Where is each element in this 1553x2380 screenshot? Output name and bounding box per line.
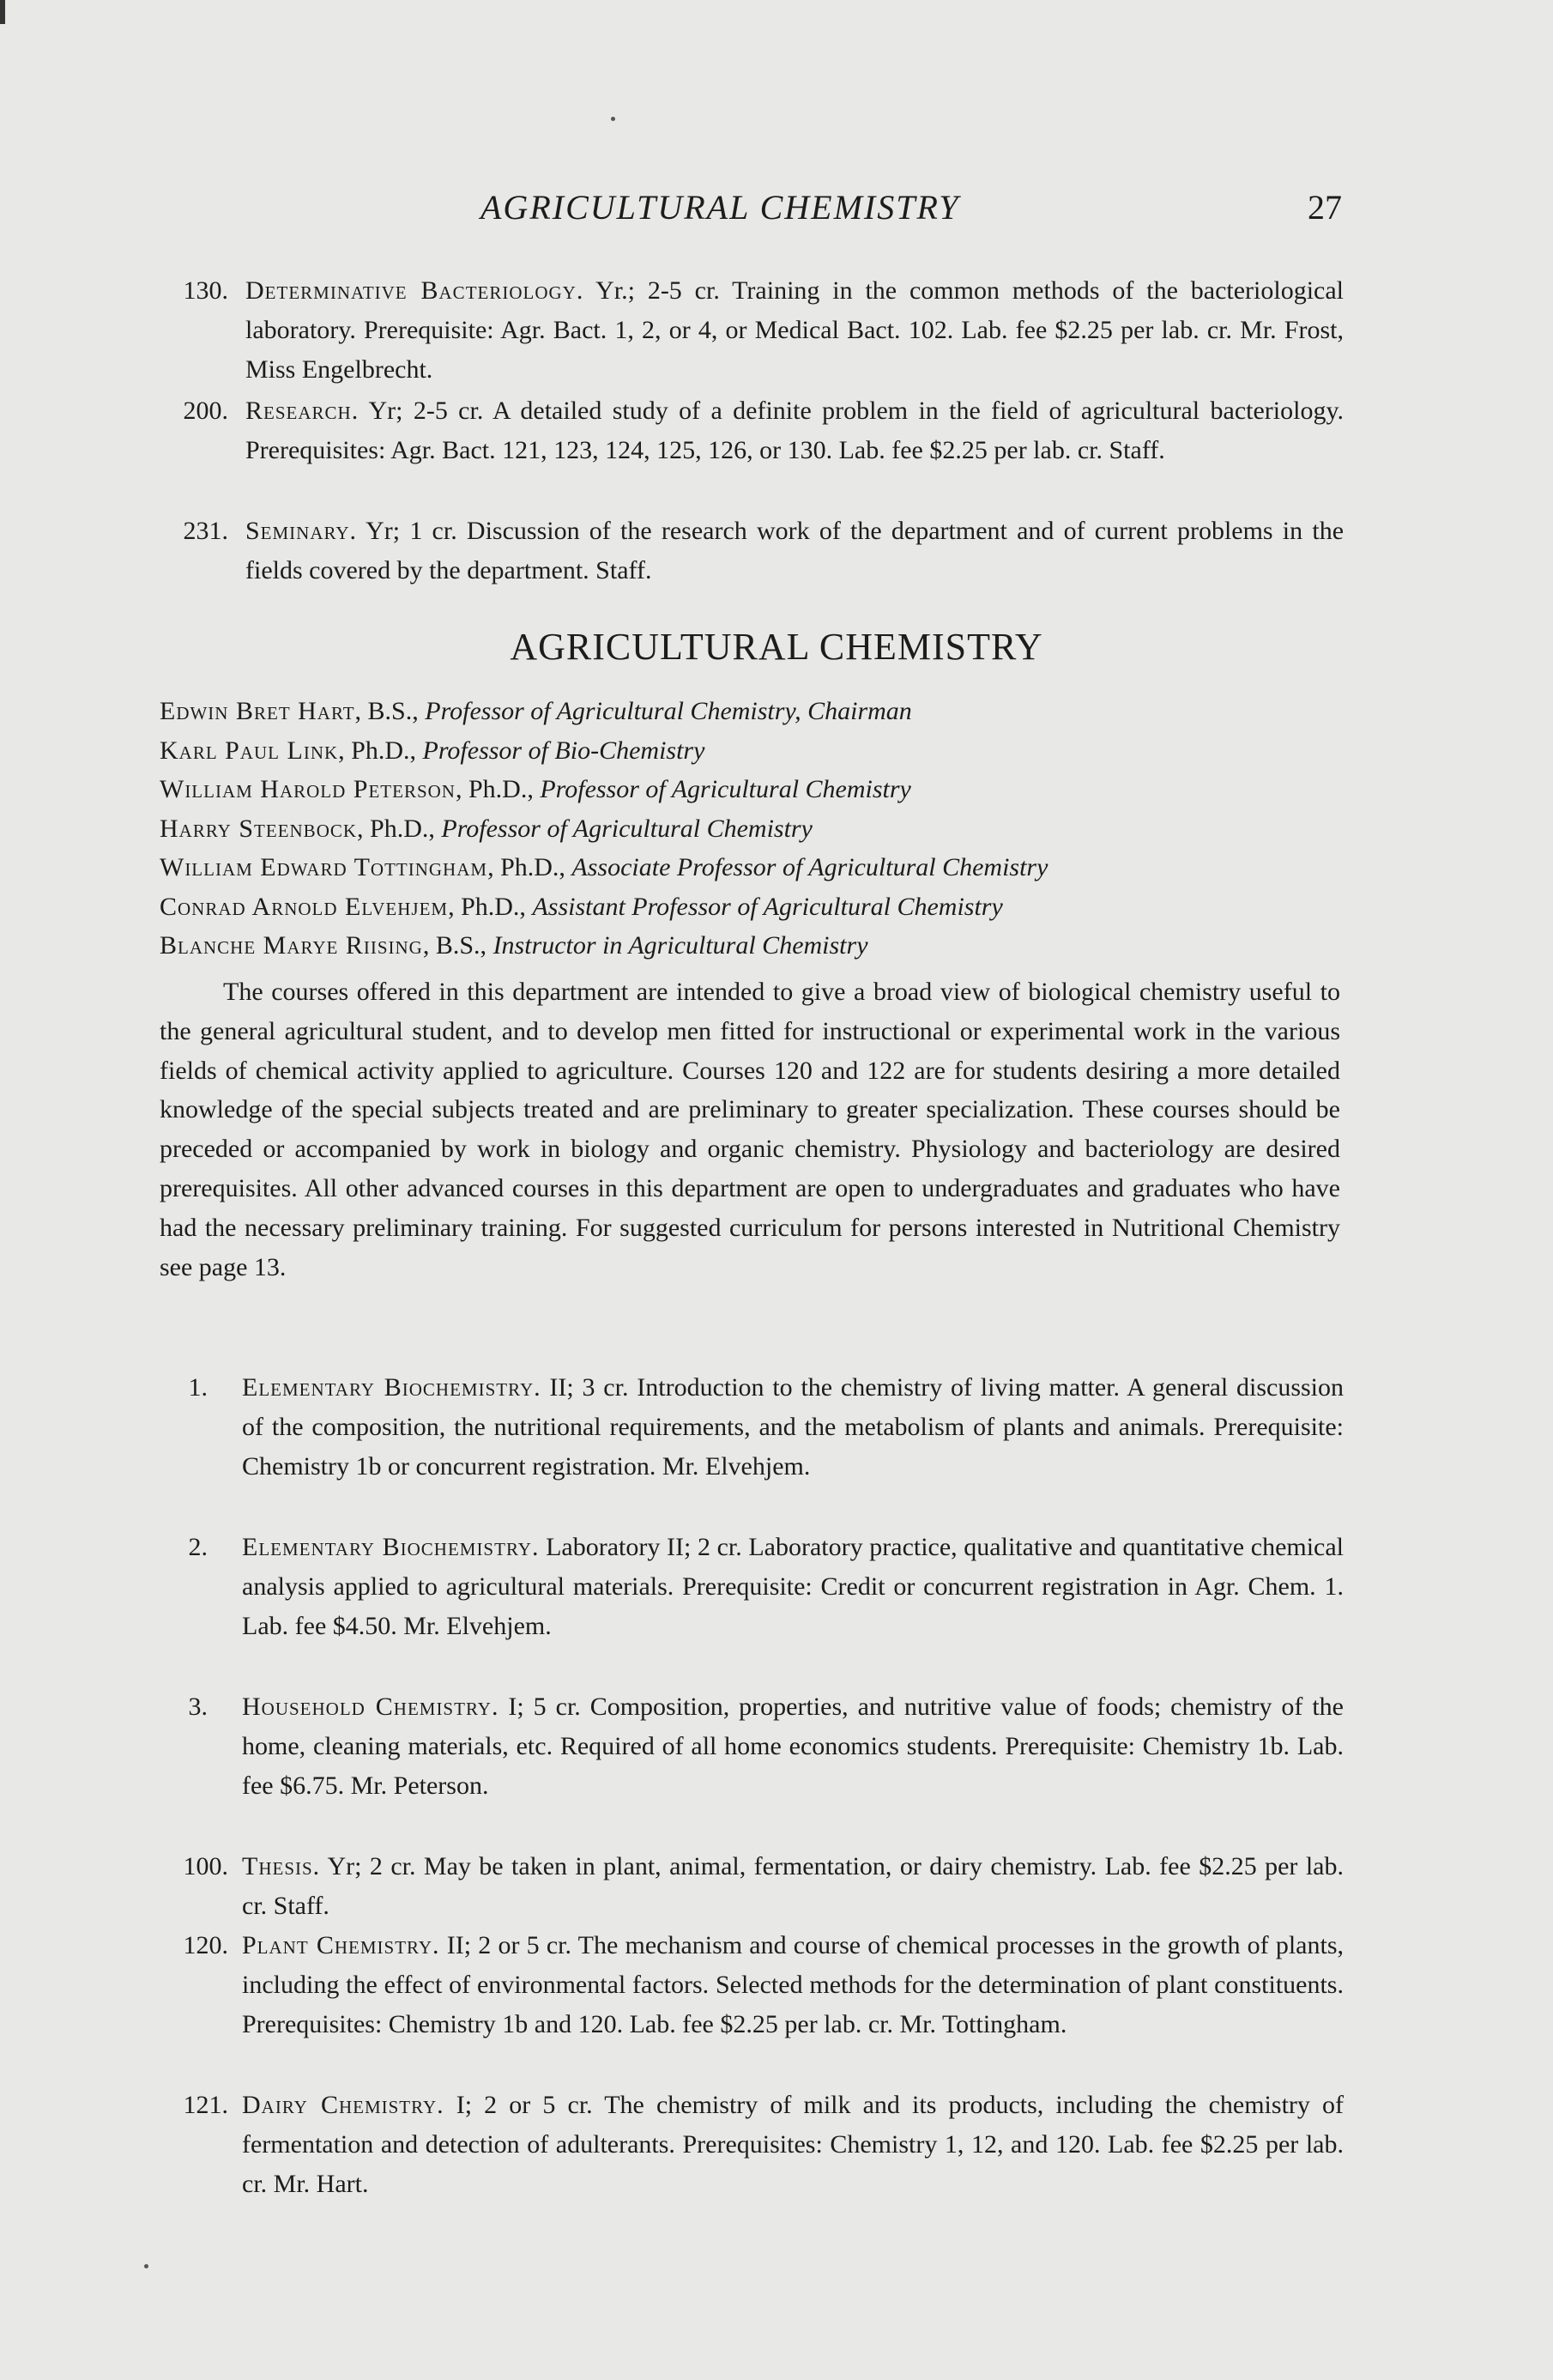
course-title: Dairy Chemistry.	[242, 2091, 444, 2119]
faculty-name: Karl Paul Link	[160, 736, 339, 765]
course-entry	[160, 1926, 1344, 2044]
faculty-title: Professor of Agricultural Chemistry, Chairman	[425, 697, 912, 725]
course-number: 130.	[183, 276, 228, 305]
running-head-title: AGRICULTURAL CHEMISTRY	[480, 188, 960, 227]
faculty-title: Professor of Agricultural Chemistry	[441, 814, 813, 843]
course-description: II; 2 or 5 cr. The mechanism and course of chemical processes in the growth of plants, including the effect of environmental factors. Selected methods for the determination of plant constituents. Prerequisites: Chemistry 1b and 120. Lab. fee $2.25 per lab. cr. Mr. Tottingham.	[242, 1931, 1344, 2038]
course-entry	[160, 1687, 1344, 1806]
course-title: Household Chemistry.	[242, 1693, 499, 1721]
faculty-member	[160, 770, 1361, 809]
faculty-name: Conrad Arnold Elvehjem	[160, 892, 449, 921]
course-number: 120.	[183, 1931, 228, 1959]
faculty-degree: , Ph.D.,	[357, 814, 442, 843]
course-number: 100.	[183, 1852, 228, 1880]
course-title: Plant Chemistry.	[242, 1931, 440, 1959]
faculty-list	[160, 692, 1361, 966]
course-title: Determinative Bacteriology.	[245, 276, 584, 305]
faculty-degree: , Ph.D.,	[455, 775, 541, 803]
course-entry	[160, 1847, 1344, 1926]
faculty-member	[160, 887, 1361, 927]
course-description: Yr; 2 cr. May be taken in plant, animal, fermentation, or dairy chemistry. Lab. fee $2.25 per lab. cr. Staff.	[242, 1852, 1344, 1920]
course-title: Thesis.	[242, 1852, 321, 1880]
faculty-name: William Harold Peterson	[160, 775, 456, 803]
faculty-title: Professor of Agricultural Chemistry	[540, 775, 911, 803]
course-number: 1.	[188, 1373, 208, 1402]
course-title: Elementary Biochemistry.	[242, 1533, 540, 1561]
course-description: Yr.; 2-5 cr. Training in the common methods of the bacteriological laboratory. Prerequisite: Agr. Bact. 1, 2, or 4, or Medical Bact. 102. Lab. fee $2.25 per lab. cr. Mr. Frost, Miss Engelbrecht.	[245, 276, 1345, 384]
course-number: 2.	[188, 1533, 208, 1561]
faculty-degree: , B.S.,	[422, 931, 493, 960]
faculty-member	[160, 809, 1361, 849]
course-description: Laboratory II; 2 cr. Laboratory practice, qualitative and quantitative chemical analysis applied to agricultural materials. Prerequisite: Credit or concurrent registration in Agr. Chem. 1. Lab. fee $4.50. Mr. Elvehjem.	[242, 1533, 1345, 1640]
faculty-member	[160, 692, 1361, 731]
course-entry	[160, 271, 1344, 390]
faculty-title: Associate Professor of Agricultural Chemistry	[571, 853, 1048, 881]
department-intro: The courses offered in this department are intended to give a broad view of biological chemistry useful to the general agricultural student, and to develop men fitted for instructional or experimental work in the various fields of chemical activity applied to agriculture. Courses 120 and 122 are for students desiring a more detailed knowledge of the special subjects treated and are preliminary to greater specialization. These courses should be preceded or accompanied by work in biology and organic chemistry. Physiology and bacteriology are desired prerequisites. All other advanced courses in this department are open to undergraduates and graduates who have had the necessary preliminary training. For suggested curriculum for persons interested in Nutritional Chemistry see page 13.	[160, 978, 1340, 1281]
course-entry	[160, 512, 1344, 590]
faculty-member	[160, 926, 1361, 966]
course-number: 3.	[188, 1693, 208, 1721]
scan-speck	[144, 2264, 148, 2268]
running-head	[0, 187, 1553, 239]
course-title: Seminary.	[245, 517, 358, 545]
scan-speck	[611, 117, 615, 121]
section-heading: AGRICULTURAL CHEMISTRY	[510, 626, 1043, 668]
course-description: Yr; 1 cr. Discussion of the research work of the department and of current problems in the fields covered by the department. Staff.	[245, 517, 1345, 584]
course-number: 200.	[183, 397, 228, 425]
scan-edge-mark	[0, 0, 5, 24]
course-entry	[160, 1528, 1344, 1646]
course-entry	[160, 2086, 1344, 2204]
course-number: 231.	[183, 517, 228, 545]
faculty-degree: , B.S.,	[354, 697, 426, 725]
page-number: 27	[1308, 188, 1342, 227]
faculty-title: Assistant Professor of Agricultural Chemistry	[532, 892, 1003, 921]
faculty-title: Instructor in Agricultural Chemistry	[492, 931, 868, 960]
faculty-degree: , Ph.D.,	[487, 853, 572, 881]
course-number: 121.	[183, 2091, 228, 2119]
course-description: I; 2 or 5 cr. The chemistry of milk and its products, including the chemistry of fermentation and detection of adulterants. Prerequisites: Chemistry 1, 12, and 120. Lab. fee $2.25 per lab. cr. Mr. Hart.	[242, 2091, 1344, 2198]
course-title: Research.	[245, 397, 360, 425]
course-title: Elementary Biochemistry.	[242, 1373, 541, 1402]
course-description: II; 3 cr. Introduction to the chemistry of living matter. A general discussion of the composition, the nutritional requirements, and the metabolism of plants and animals. Prerequisite: Chemistry 1b or concurrent registration. Mr. Elvehjem.	[242, 1373, 1345, 1481]
faculty-degree: , Ph.D.,	[338, 736, 423, 765]
faculty-name: Blanche Marye Riising	[160, 931, 423, 960]
faculty-member	[160, 848, 1361, 887]
faculty-name: William Edward Tottingham	[160, 853, 488, 881]
course-description: I; 5 cr. Composition, properties, and nutritive value of foods; chemistry of the home, cleaning materials, etc. Required of all home economics students. Prerequisite: Chemistry 1b. Lab. fee $6.75. Mr. Peterson.	[242, 1693, 1344, 1800]
course-entry	[160, 391, 1344, 470]
course-entry	[160, 1368, 1344, 1487]
faculty-name: Edwin Bret Hart	[160, 697, 355, 725]
faculty-title: Professor of Bio-Chemistry	[422, 736, 705, 765]
course-description: Yr; 2-5 cr. A detailed study of a definite problem in the field of agricultural bacteriology. Prerequisites: Agr. Bact. 121, 123, 124, 125, 126, or 130. Lab. fee $2.25 per lab. cr. Staff.	[245, 397, 1344, 464]
faculty-member	[160, 731, 1361, 771]
faculty-degree: , Ph.D.,	[448, 892, 533, 921]
faculty-name: Harry Steenbock	[160, 814, 358, 843]
